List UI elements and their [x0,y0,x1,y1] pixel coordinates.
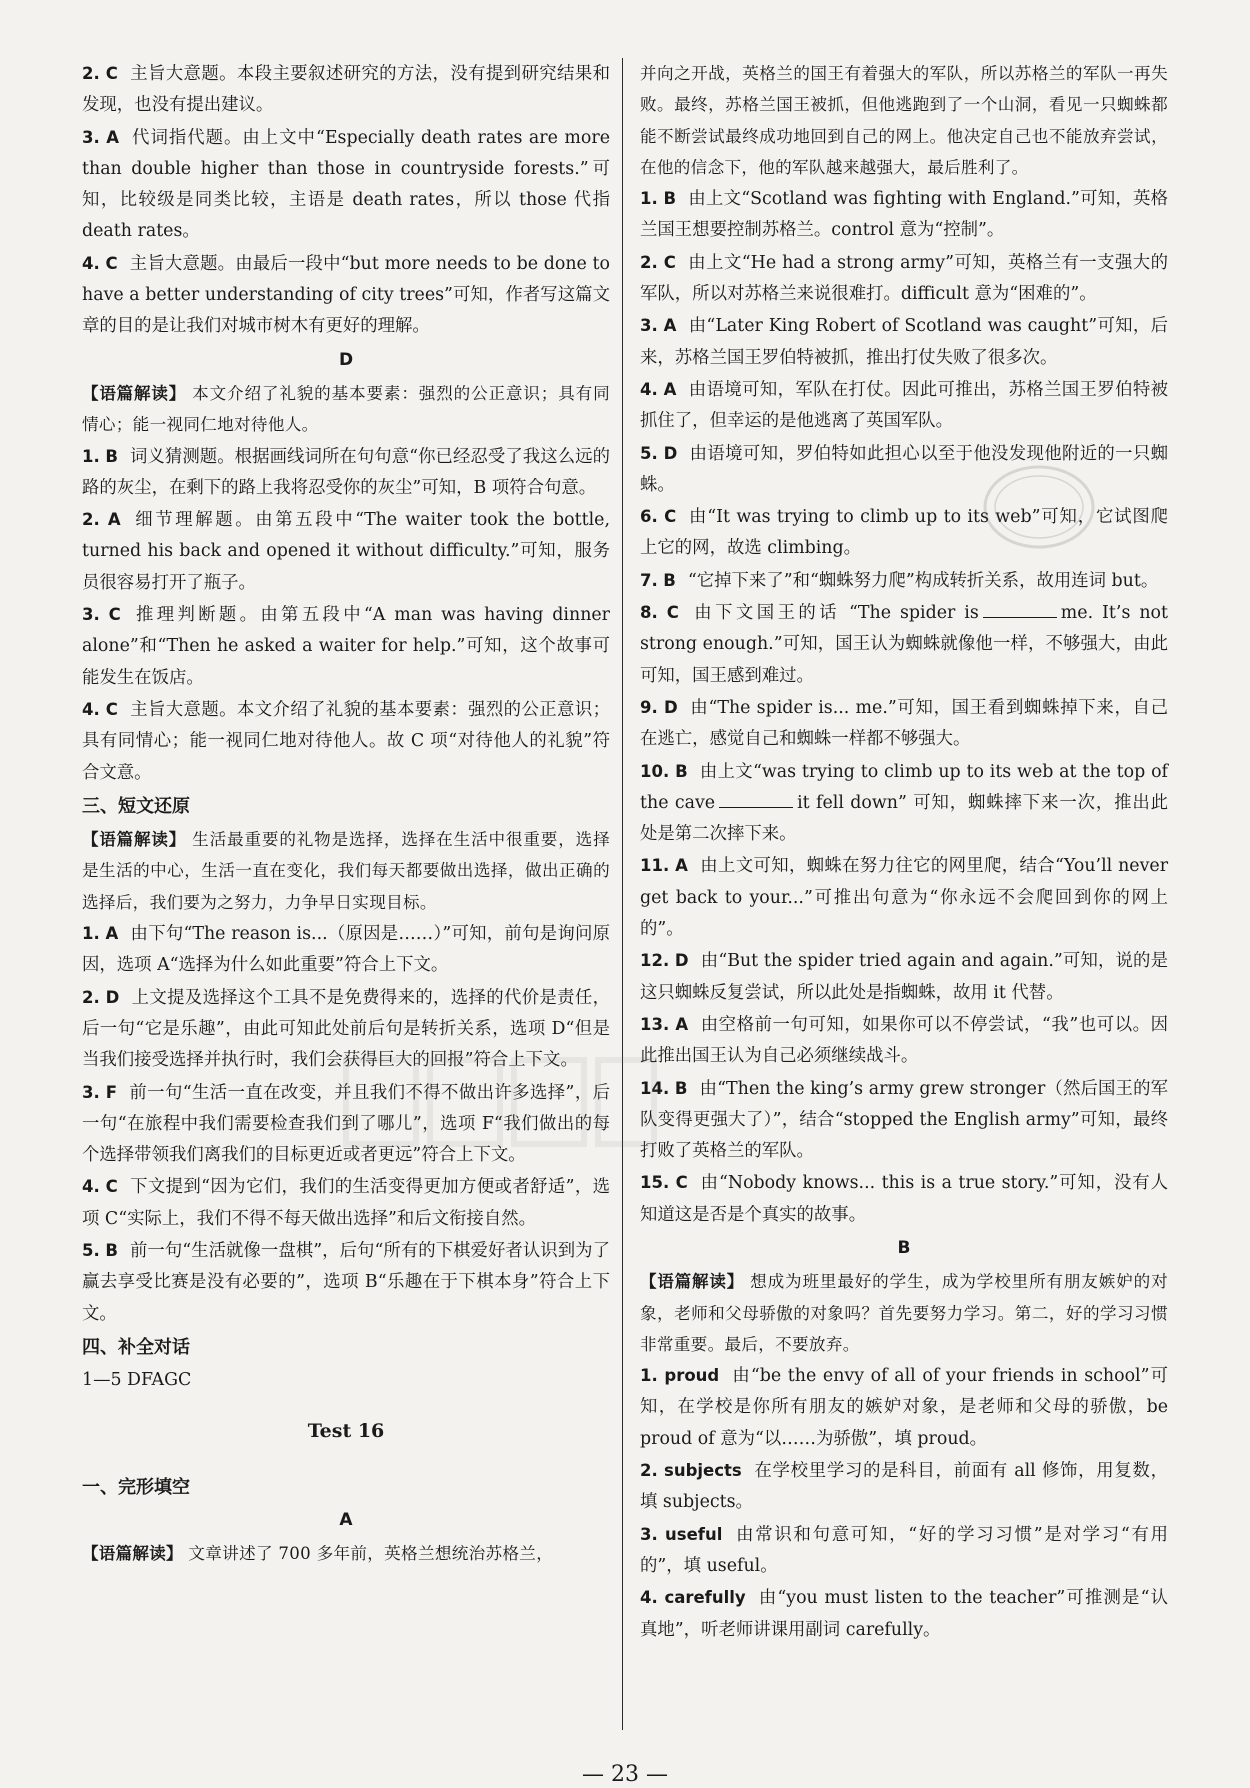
answer-key-line: 1—5 DFAGC [82,1370,192,1391]
answer-letter: A [107,510,121,530]
question-number: 5. [640,443,658,463]
explanation-text: 由“The spider is... me.”可知，国王看到蜘蛛掉下来，自己在逃亡，感觉自己和蜘蛛一样都不够强大。 [640,697,1169,750]
answer-item [640,1519,1168,1583]
answer-item [82,599,610,694]
answer-letter: C [675,1173,688,1193]
answer-letter: C [664,507,677,527]
explanation-text: 细节理解题。由第五段中“The waiter took the bottle, turned his back and opened it without difficulty.”可知，服务员很容易打开了瓶子。 [82,510,610,593]
answer-letter: C [105,64,118,83]
question-number: 2. [82,64,100,83]
answer-item [640,945,1168,1009]
answer-item [82,122,610,248]
explanation-text: 推理判断题。由第五段中“A man was having dinner alone”和“Then he asked a waiter for help.”可知，这个故事可能发生在饭店。 [82,605,610,688]
explanation-text: it fell down” 可知，蜘蛛摔下来一次，推出此处是第二次摔下来。 [640,792,1168,845]
answer-item [82,694,610,789]
answer-letter: A [675,1014,689,1034]
blank-line [719,793,793,808]
explanation-text: 下文提到“因为它们，我们的生活变得更加方便或者舒适”，选项 C“实际上，我们不得不每天做出选择”和后文衔接自然。 [82,1177,610,1229]
passage-letter-heading: D [338,349,354,370]
answer-letter: A [675,856,688,876]
answer-item [640,1167,1168,1231]
column-divider [622,58,623,1730]
answer-letter: C [663,252,676,272]
answer-item [640,183,1168,247]
test-title: Test 16 [307,1420,385,1443]
explanation-text: 由常识和句意可知，“好的学习习惯”是对学习“有用的”，填 useful。 [640,1524,1168,1576]
answer-item [640,247,1168,311]
answer-item [640,756,1168,851]
explanation-text: 由“Then the king’s army grew stronger（然后国王的军队变得更强大了）”，结合“stopped the English army”可知，最终打败了英格兰的军队。 [640,1078,1168,1162]
explanation-text: 由上文“He had a strong army”可知，英格兰有一支强大的军队，所以对苏格兰来说很难打。difficult 意为“困难的”。 [640,252,1169,305]
question-number: 12. [640,951,670,971]
answer-letter: C [105,1177,118,1197]
answer-letter: B [674,1078,688,1098]
answer-item [640,565,1168,597]
answer-item [640,310,1168,374]
answer-letter: D [663,697,678,717]
explanation-text: 由“be the envy of all of your friends in school”可知，在学校是你所有朋友的嫉妒对象，是老师和父母的骄傲，be proud of 意为“以……为骄傲”，填 proud。 [640,1366,1168,1449]
explanation-text: 由“It was trying to climb up to its web”可知，它试图爬上它的网，故选 climbing。 [640,507,1168,559]
explanation-text: 在学校里学习的是科目，前面有 all 修饰，用复数，填 subjects。 [640,1461,1168,1513]
answer-letter: B [105,1240,118,1260]
answer-letter: F [105,1082,117,1102]
answer-item [640,1009,1168,1073]
answer-item [640,1073,1168,1168]
question-number: 2. [640,252,658,272]
explanation-text: 由“Nobody knows... this is a true story.”可知，没有人知道这是否是个真实的故事。 [640,1173,1168,1225]
answer-letter: A [106,127,120,147]
passage-letter-heading: B [897,1237,911,1258]
answer-item [82,504,610,599]
question-number: 1. [640,1366,658,1386]
answer-letter: B [663,189,677,209]
explanation-text: 主旨大意题。本文介绍了礼貌的基本要素：强烈的公正意识；具有同情心；能一视同仁地对待他人。故 C 项“对待他人的礼貌”符合文意。 [82,699,610,783]
explanation-text: 代词指代题。由上文中“Especially death rates are more than double higher than those in countryside forests.”可知，比较级是同类比较，主语是 death rates，所以 those 代指 death rates。 [82,127,610,242]
summary-tag: 【语篇解读】 [82,830,187,850]
explanation-text: 由下句“The reason is...（原因是……）”可知，前句是询问原因，选项 A“选择为什么如此重要”符合上下文。 [82,924,610,976]
question-number: 9. [640,697,658,717]
question-number: 2. [640,1461,658,1481]
answer-letter: A [663,316,677,336]
question-number: 4. [640,1588,658,1608]
summary-tag: 【语篇解读】 [640,1272,745,1292]
passage-letter-heading: A [339,1510,353,1531]
question-number: 7. [640,570,658,590]
explanation-text: 由上文“Scotland was fighting with England.”可知，英格兰国王想要控制苏格兰。control 意为“控制”。 [640,189,1168,241]
question-number: 4. [640,379,658,399]
passage-summary [640,1266,1168,1360]
answer-letter: B [675,761,688,781]
question-number: 4. [82,253,100,273]
answer-letter: C [105,253,118,273]
answer-item [82,441,610,505]
explanation-text: 主旨大意题。由最后一段中“but more needs to be done to have a better understanding of city trees”可知，作者写这篇文章的目的是让我们对城市树木有更好的理解。 [82,253,610,337]
answer-letter: A [663,379,677,399]
answer-item [640,597,1168,692]
summary-text: 生活最重要的礼物是选择，选择在生活中很重要，选择是生活的中心，生活一直在变化，我们每天都要做出选择，做出正确的选择后，我们要为之努力，力争早日实现目标。 [82,830,610,912]
answer-letter: D [105,987,120,1007]
question-number: 2. [82,510,100,530]
explanation-text: 由语境可知，军队在打仗。因此可推出，苏格兰国王罗伯特被抓住了，但幸运的是他逃离了英国军队。 [640,379,1168,432]
answer-item [82,1171,610,1235]
answer-item [640,850,1168,945]
question-number: 5. [82,1240,100,1260]
question-number: 1. [82,446,100,466]
answer-word: subjects [664,1461,742,1481]
explanation-text: 上文提及选择这个工具不是免费得来的，选择的代价是责任，后一句“它是乐趣”，由此可知此处前后句是转折关系，选项 D“但是当我们接受选择并执行时，我们会获得巨大的回报”符合上下文。 [82,987,610,1071]
explanation-text: 由语境可知，罗伯特如此担心以至于他没发现他附近的一只蜘蛛。 [640,443,1168,495]
question-number: 14. [640,1078,670,1098]
question-number: 13. [640,1014,670,1034]
question-number: 6. [640,507,658,527]
question-number: 10. [640,761,670,781]
summary-text: 文章讲述了 700 多年前，英格兰想统治苏格兰， [188,1544,554,1564]
explanation-text: 由空格前一句可知，如果你可以不停尝试，“我”也可以。因此推出国王认为自己必须继续战斗。 [640,1014,1168,1067]
question-number: 1. [82,924,100,944]
answer-item [82,918,610,982]
question-number: 15. [640,1173,670,1193]
explanation-text: 由上文可知，蜘蛛在努力往它的网里爬，结合“You’ll never get back to your...”可推出句意为“你永远不会爬回到你的网上的”。 [640,856,1169,940]
question-number: 2. [82,987,100,1007]
passage-summary [82,378,610,441]
question-number: 4. [82,699,100,719]
question-number: 3. [640,1524,658,1544]
summary-text: 想成为班里最好的学生，成为学校里所有朋友嫉妒的对象，老师和父母骄傲的对象吗？首先要努力学习。第二，好的学习习惯非常重要。最后，不要放弃。 [640,1272,1168,1354]
question-number: 11. [640,856,670,876]
summary-tag: 【语篇解读】 [82,383,187,403]
summary-tag: 【语篇解读】 [82,1544,183,1564]
answer-letter: A [105,924,119,944]
passage-summary [82,1538,610,1569]
page-number: — 23 — [582,1762,668,1787]
answer-item [640,374,1168,438]
explanation-text: 由下文国王的话 “The spider is [690,603,979,624]
question-number: 8. [640,603,658,623]
answer-word: carefully [664,1588,746,1608]
answer-letter: C [666,603,679,623]
explanation-text: me. It’s not strong enough.”可知，国王认为蜘蛛就像他一样，不够强大，由此可知，国王感到难过。 [640,603,1168,686]
section-heading: 四、补全对话 [82,1336,190,1358]
blank-line [983,603,1057,618]
answer-word: proud [664,1366,720,1386]
answer-item [82,1235,610,1330]
explanation-text: 由“Later King Robert of Scotland was caught”可知，后来，苏格兰国王罗伯特被抓，推出打仗失败了很多次。 [640,316,1168,368]
left-column [82,58,610,1570]
explanation-text: 词义猜测题。根据画线词所在句句意“你已经忍受了我这么远的路的灰尘，在剩下的路上我将忍受你的灰尘”可知，B 项符合句意。 [82,446,610,498]
answer-word: useful [665,1524,723,1544]
question-number: 3. [640,316,658,336]
answer-item [640,1360,1168,1455]
section-heading: 一、完形填空 [82,1476,190,1498]
passage-summary [82,824,610,918]
answer-letter: B [663,570,676,590]
explanation-text: 主旨大意题。本段主要叙述研究的方法，没有提到研究结果和发现，也没有提出建议。 [82,64,610,116]
faint-watermark [340,1050,660,1160]
question-number: 3. [82,1082,100,1102]
question-number: 3. [82,127,100,147]
explanation-text: 由“you must listen to the teacher”可推测是“认真地”，听老师讲课用副词 carefully。 [640,1588,1169,1640]
answer-item [82,248,610,343]
explanation-text: 由上文“was trying to climb up to its web at the top of the cave [640,761,1168,813]
answer-item [82,58,610,122]
passage-summary-continued: 并向之开战，英格兰的国王有着强大的军队，所以苏格兰的军队一再失败。最终，苏格兰国王被抓，但他逃跑到了一个山洞，看见一只蜘蛛都能不断尝试最终成功地回到自己的网上。他决定自己也不能放弃尝试，在他的信念下，他的军队越来越强大，最后胜利了。 [640,64,1168,177]
faint-stamp-seal [980,462,1098,552]
question-number: 4. [82,1177,100,1197]
summary-text: 本文介绍了礼貌的基本要素：强烈的公正意识；具有同情心；能一视同仁地对待他人。 [82,383,610,435]
question-number: 3. [82,605,100,625]
answer-letter: C [108,605,121,625]
answer-item [640,1582,1168,1646]
answer-item [640,692,1168,756]
question-number: 1. [640,189,658,209]
answer-letter: D [663,443,678,463]
section-heading: 三、短文还原 [82,795,190,817]
answer-letter: D [674,951,689,971]
right-column [640,58,1168,1646]
answer-letter: B [105,446,118,466]
explanation-text: 由“But the spider tried again and again.”可知，说的是这只蜘蛛反复尝试，所以此处是指蜘蛛，故用 it 代替。 [640,951,1168,1003]
explanation-text: 前一句“生活就像一盘棋”，后句“所有的下棋爱好者认识到为了赢去享受比赛是没有必要的”，选项 B“乐趣在于下棋本身”符合上下文。 [82,1240,610,1324]
answer-item [640,1455,1168,1519]
explanation-text: 前一句“生活一直在改变，并且我们不得不做出许多选择”，后一句“在旅程中我们需要检查我们到了哪儿”，选项 F“我们做出的每个选择带领我们离我们的目标更近或者更远”符合上下文。 [82,1082,610,1166]
answer-letter: C [105,699,118,719]
explanation-text: “它掉下来了”和“蜘蛛努力爬”构成转折关系，故用连词 but。 [687,570,1159,591]
